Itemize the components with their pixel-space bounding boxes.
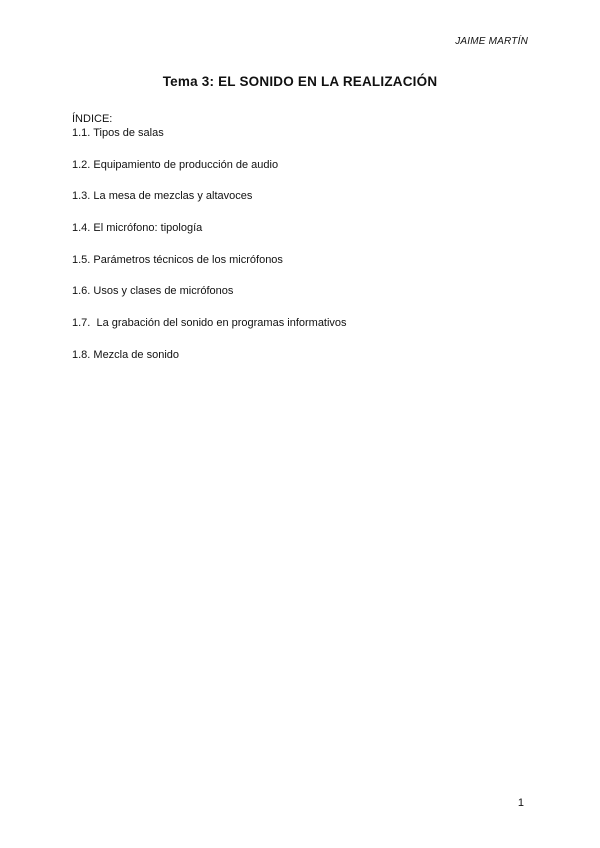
toc-item-1-4: 1.4. El micrófono: tipología — [72, 222, 203, 235]
table-of-contents — [72, 112, 532, 362]
toc-item-1-3: 1.3. La mesa de mezclas y altavoces — [72, 190, 253, 203]
toc-item-1-5: 1.5. Parámetros técnicos de los micrófonos — [72, 253, 283, 266]
toc-item-1-6: 1.6. Usos y clases de micrófonos — [72, 285, 234, 298]
document-title: Tema 3: EL SONIDO EN LA REALIZACIÓN — [162, 74, 438, 89]
toc-list — [72, 126, 532, 362]
header-author: JAIME MARTÍN — [455, 36, 528, 47]
toc-item-1-8: 1.8. Mezcla de sonido — [72, 348, 180, 361]
toc-item-1-7: 1.7. La grabación del sonido en programas informativos — [72, 317, 347, 330]
toc-item-1-1: 1.1. Tipos de salas — [72, 127, 164, 139]
toc-heading: ÍNDICE: — [72, 113, 113, 125]
toc-item-1-2: 1.2. Equipamiento de producción de audio — [72, 158, 279, 171]
page-number: 1 — [517, 797, 524, 809]
